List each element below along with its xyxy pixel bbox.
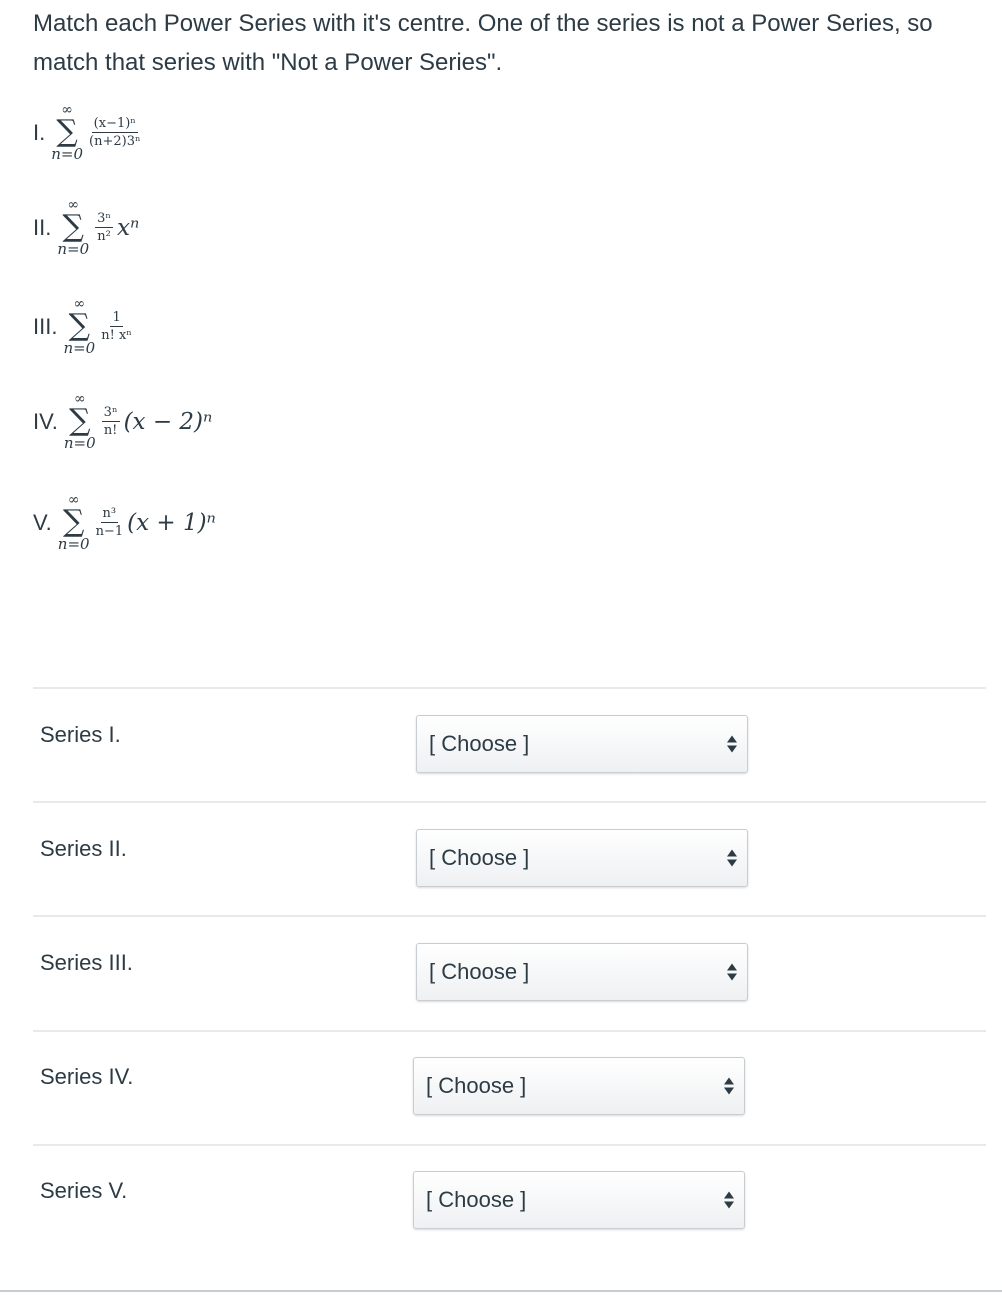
- series-2-centre-select[interactable]: [416, 829, 748, 887]
- series-1-expression: [33, 103, 145, 162]
- select-arrows-icon: [727, 850, 737, 867]
- select-arrows-icon: [724, 1078, 734, 1095]
- summation-symbol: ∞ ∑ n=0: [57, 492, 90, 553]
- match-label-series-2: Series II.: [40, 836, 127, 861]
- summation-symbol: ∞ ∑ n=0: [63, 296, 96, 357]
- select-arrows-icon: [727, 736, 737, 753]
- match-label-series-1: Series I.: [40, 722, 121, 747]
- summation-symbol: ∞ ∑ n=0: [57, 197, 90, 258]
- series-2-fraction: $\frac{\text{3ⁿ}}{\text{n²}}$: [97, 211, 112, 244]
- series-1-centre-select[interactable]: [416, 715, 748, 773]
- series-2-tail: xⁿ: [117, 214, 140, 241]
- series-3-centre-select[interactable]: [416, 943, 748, 1001]
- select-arrows-icon: [724, 1192, 734, 1209]
- row-divider: [33, 687, 986, 689]
- summation-symbol: ∞ ∑ n=0: [63, 391, 96, 452]
- match-label-series-3: Series III.: [40, 950, 133, 975]
- series-4-tail: (x − 2)ⁿ: [123, 408, 213, 435]
- series-5-numeral: V.: [33, 509, 52, 535]
- select-value: [ Choose ]: [429, 731, 530, 756]
- bottom-divider: [0, 1290, 1002, 1292]
- series-4-numeral: IV.: [33, 408, 58, 434]
- select-value: [ Choose ]: [429, 845, 530, 870]
- series-4-centre-select[interactable]: [413, 1057, 745, 1115]
- series-4-fraction: $\frac{\text{3ⁿ}}{n!}$: [103, 405, 118, 438]
- match-label-series-5: Series V.: [40, 1178, 128, 1203]
- series-5-expression: [33, 493, 216, 552]
- series-3-expression: [33, 297, 136, 356]
- series-3-numeral: III.: [33, 313, 58, 339]
- series-4-expression: [33, 392, 212, 451]
- row-divider: [33, 1030, 986, 1032]
- select-value: [ Choose ]: [426, 1187, 527, 1212]
- series-5-centre-select[interactable]: [413, 1171, 745, 1229]
- question-prompt: Match each Power Series with it's centre. One of the series is not a Power Series, so match that series with "Not a Power Series".: [33, 10, 933, 76]
- series-5-fraction: $\frac{\text{n³}}{n-1}$: [95, 506, 124, 539]
- series-3-fraction: $\frac{1}{\text{n! xⁿ}}$: [101, 310, 132, 343]
- series-1-numeral: I.: [33, 119, 46, 145]
- select-value: [ Choose ]: [426, 1073, 527, 1098]
- match-label-series-4: Series IV.: [40, 1064, 134, 1089]
- series-1-fraction: $\frac{\text{(x−1)ⁿ}}{\text{(n+2)3ⁿ}}$: [89, 116, 141, 149]
- series-2-expression: [33, 198, 139, 257]
- row-divider: [33, 915, 986, 917]
- series-2-numeral: II.: [33, 214, 52, 240]
- select-value: [ Choose ]: [429, 959, 530, 984]
- row-divider: [33, 801, 986, 803]
- row-divider: [33, 1144, 986, 1146]
- select-arrows-icon: [727, 964, 737, 981]
- series-5-tail: (x + 1)ⁿ: [127, 509, 216, 536]
- summation-symbol: ∞ ∑ n=0: [51, 102, 84, 163]
